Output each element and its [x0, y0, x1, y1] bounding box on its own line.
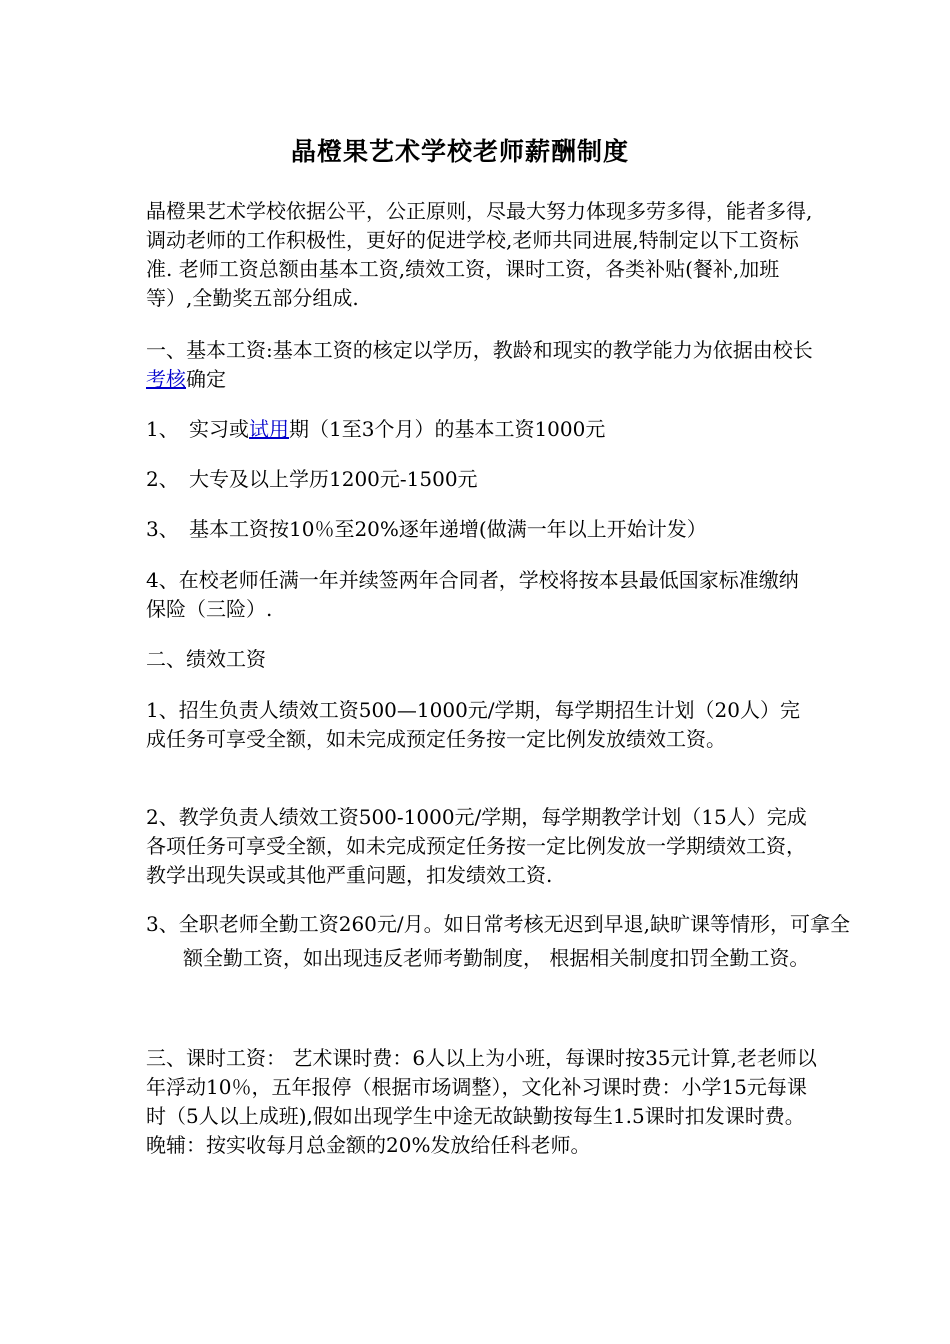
section1-item4: 4、在校老师任满一年并续签两年合同者，学校将按本县最低国家标准缴纳保险（三险）. [146, 568, 799, 621]
section2-item1: 1、招生负责人绩效工资500—1000元/学期，每学期招生计划（20人）完成任务可享受全额，如未完成预定任务按一定比例发放绩效工资。 [146, 698, 800, 751]
probation-link[interactable]: 试用 [249, 417, 289, 441]
section2-item2: 2、教学负责人绩效工资500-1000元/学期，每学期教学计划（15人）完成各项任务可享受全额，如未完成预定任务按一定比例发放一学期绩效工资，教学出现失误或其他严重问题，扣发绩效工资. [146, 805, 807, 887]
section1-item1: 1、 实习或试用期（1至3个月）的基本工资1000元 [146, 417, 606, 441]
section2-item3: 3、全职老师全勤工资260元/月。如日常考核无迟到早退,缺旷课等情形，可拿全额全勤工资，如出现违反老师考勤制度， 根据相关制度扣罚全勤工资。 [146, 912, 850, 970]
intro-paragraph: 晶橙果艺术学校依据公平，公正原则，尽最大努力体现多劳多得，能者多得,调动老师的工作积极性，更好的促进学校,老师共同进展,特制定以下工资标准. 老师工资总额由基本工资,绩效工资，课时工资，各类补贴(餐补,加班等）,全勤奖五部分组成. [146, 199, 813, 310]
section2-heading: 二、绩效工资 [146, 647, 266, 671]
assessment-link[interactable]: 考核 [146, 367, 186, 391]
document-title: 晶橙果艺术学校老师薪酬制度 [290, 137, 629, 166]
section3-paragraph: 三、课时工资： 艺术课时费：6人以上为小班，每课时按35元计算,老老师以年浮动10％，五年报停（根据市场调整），文化补习课时费：小学15元每课时（5人以上成班),假如出现学生中途无故缺勤按每生1.5课时扣发课时费。晚辅：按实收每月总金额的20%发放给任科老师。 [146, 1046, 817, 1157]
section1-item2: 2、 大专及以上学历1200元-1500元 [146, 467, 478, 491]
section1-item3: 3、 基本工资按10％至20%逐年递增(做满一年以上开始计发） [146, 517, 707, 541]
section1-heading: 一、基本工资:基本工资的核定以学历，教龄和现实的教学能力为依据由校长考核确定 [146, 338, 813, 391]
